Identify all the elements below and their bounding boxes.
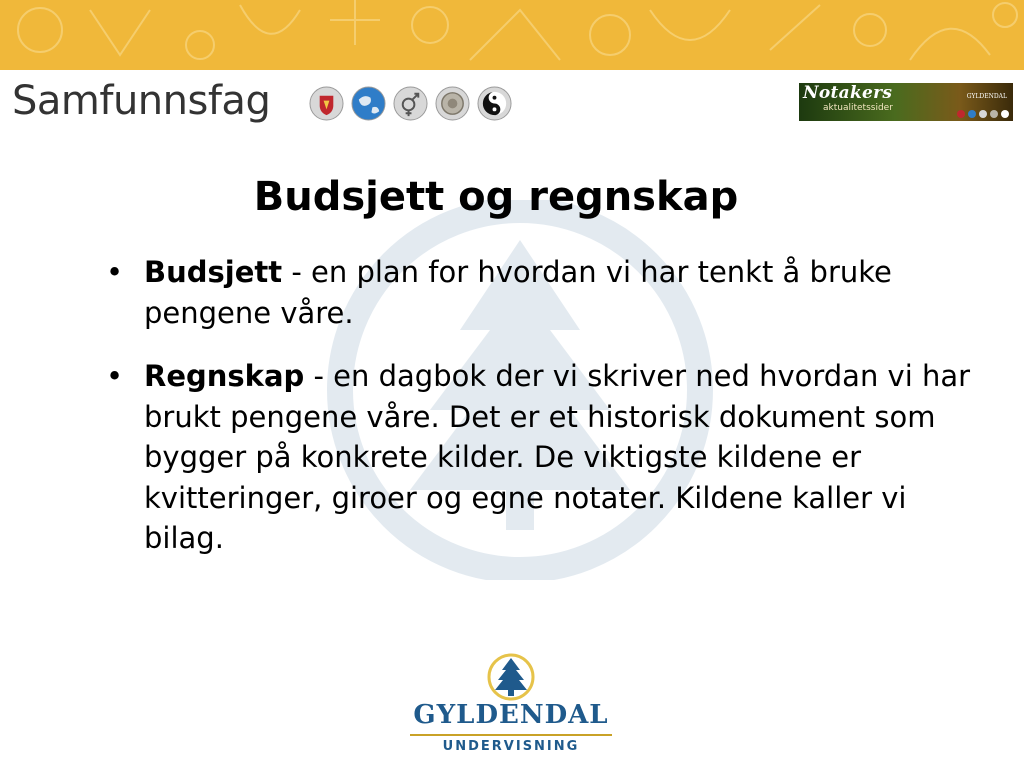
logo-divider	[410, 734, 612, 736]
notakers-banner[interactable]	[799, 83, 1013, 121]
bullet-item-budsjett	[104, 252, 984, 333]
bullet-term: Budsjett	[144, 255, 283, 289]
banner-icons	[957, 110, 1009, 118]
bullet-marker: •	[106, 359, 124, 393]
banner-dot-icon	[968, 110, 976, 118]
bullet-term: Regnskap	[144, 359, 305, 393]
coat-of-arms-icon	[309, 86, 344, 121]
banner-dot-icon	[1001, 110, 1009, 118]
logo-division: UNDERVISNING	[442, 739, 580, 754]
bullet-list	[104, 252, 984, 582]
gyldendal-logo	[404, 652, 618, 762]
banner-dot-icon	[990, 110, 998, 118]
coin-icon	[435, 86, 470, 121]
bullet-text: - en dagbok der vi skriver ned hvordan vi har brukt pengene våre. Det er et historisk dokument som bygger på konkrete kilder. De viktigste kildene er kvitteringer, giroer og egne notater. Kildene kaller vi bilag.	[144, 359, 971, 555]
banner-publisher: GYLDENDAL	[966, 93, 1007, 100]
logo-publisher: GYLDENDAL	[413, 700, 609, 730]
slide-title: Budsjett og regnskap	[253, 174, 739, 220]
subject-icons	[309, 86, 512, 121]
banner-subtitle: aktualitetssider	[823, 103, 893, 113]
bullet-text: - en plan for hvordan vi har tenkt å bruke pengene våre.	[144, 255, 892, 330]
globe-icon	[351, 86, 386, 121]
banner-dot-icon	[979, 110, 987, 118]
band-doodles	[0, 0, 1024, 70]
slide-header	[0, 70, 1024, 132]
yin-yang-icon	[477, 86, 512, 121]
tree-logo-icon	[404, 652, 618, 702]
gender-symbol-icon	[393, 86, 428, 121]
banner-title: Notakers	[803, 83, 893, 103]
banner-dot-icon	[957, 110, 965, 118]
top-decorative-band	[0, 0, 1024, 70]
bullet-marker: •	[106, 255, 124, 289]
bullet-item-regnskap	[104, 356, 984, 559]
subject-title: Samfunnsfag	[12, 78, 271, 124]
